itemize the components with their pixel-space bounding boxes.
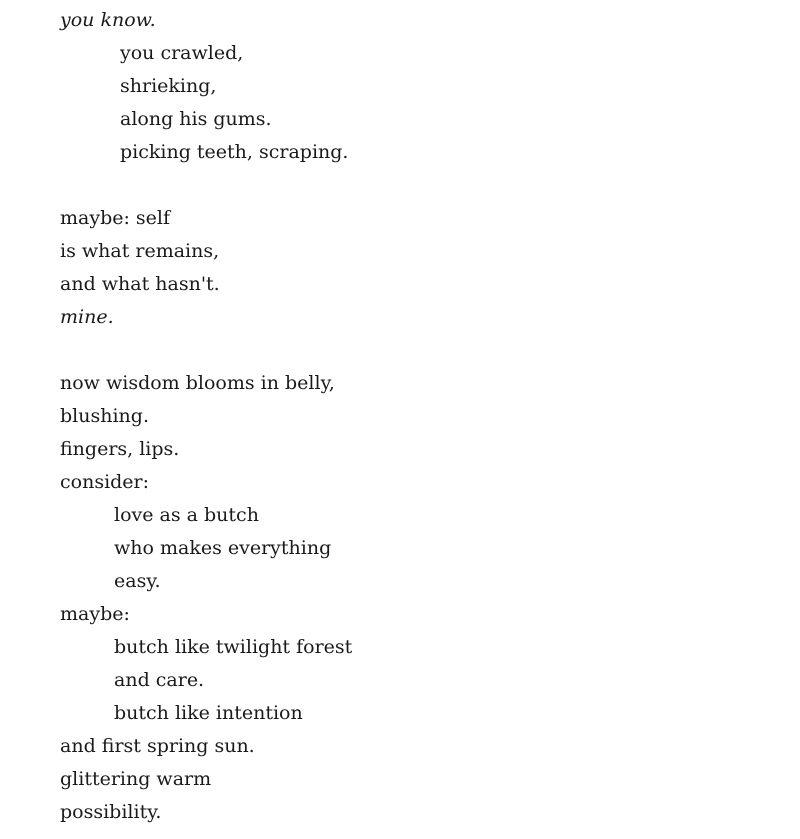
poem-line: along his gums. xyxy=(120,108,272,130)
poem-line: you crawled, xyxy=(120,42,244,64)
poem-line: easy. xyxy=(114,570,161,592)
poem-line: and what hasn't. xyxy=(60,273,220,295)
poem-line: you know. xyxy=(60,9,156,31)
poem-line: and care. xyxy=(114,669,205,691)
poem-line: now wisdom blooms in belly, xyxy=(60,372,335,394)
stanza xyxy=(60,367,352,829)
poem-line: maybe: self xyxy=(60,207,171,229)
poem-line: shrieking, xyxy=(120,75,217,97)
poem-line: possibility. xyxy=(60,801,162,823)
stanza xyxy=(60,202,352,334)
poem-line: mine. xyxy=(60,306,114,328)
poem-line: butch like twilight forest xyxy=(114,636,353,658)
poem-line: fingers, lips. xyxy=(60,438,180,460)
poem-line: butch like intention xyxy=(114,702,303,724)
poem-line: love as a butch xyxy=(114,504,259,526)
poem xyxy=(60,4,352,829)
poem-line: maybe: xyxy=(60,603,130,625)
poem-line: and first spring sun. xyxy=(60,735,255,757)
poem-line: consider: xyxy=(60,471,150,493)
poem-line: is what remains, xyxy=(60,240,220,262)
poem-line: blushing. xyxy=(60,405,149,427)
poem-line: who makes everything xyxy=(114,537,332,559)
poem-line: glittering warm xyxy=(60,768,212,790)
stanza xyxy=(60,4,352,169)
poem-line: picking teeth, scraping. xyxy=(120,141,349,163)
